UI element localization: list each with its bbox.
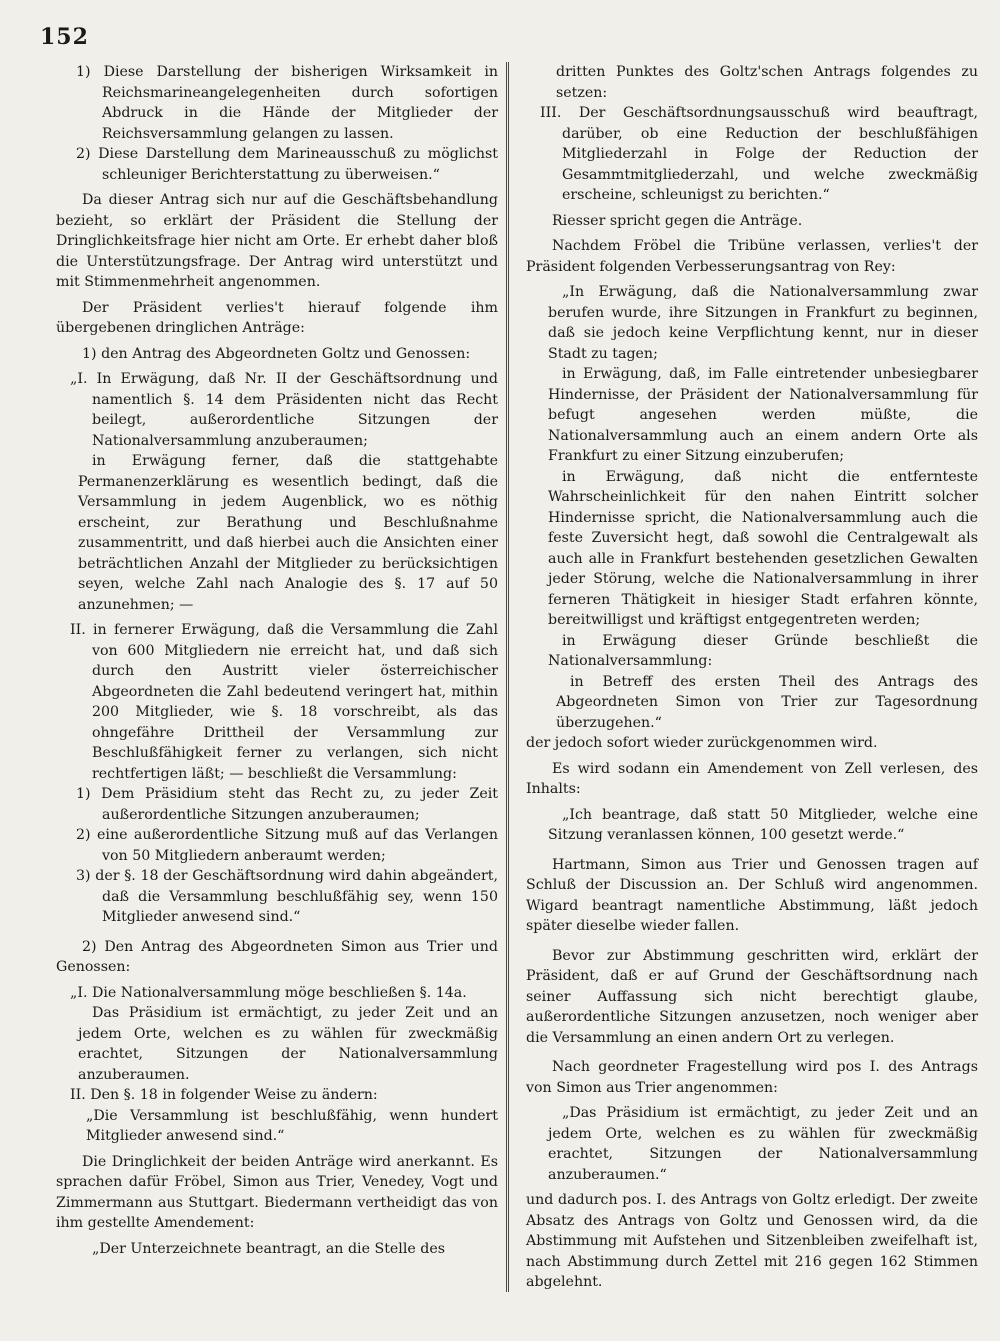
paragraph: „Der Unterzeichnete beantragt, an die Stelle des (92, 1240, 446, 1257)
paragraph: Da dieser Antrag sich nur auf die Geschäftsbehandlung bezieht, so erklärt der Präsident die Stellung der Dringlichkeitsfrage hier nicht am Orte. Er erhebt daher bloß die Unterstützungsfrage. Der Antrag wird unterstützt und mit Stimmenmehrheit angenommen. (56, 192, 498, 290)
paragraph: II. in fernerer Erwägung, daß die Versammlung die Zahl von 600 Mitgliedern nie erreicht hat, und daß sich durch den Austritt vieler österreichischer Abgeordneten die Zahl bedeutend veringert hat, mithin 200 Mitglieder, wie §. 18 vorschreibt, als das ohngefähre Drittheil der Versammlung zur Beschlußfähigkeit ferner zu verlangen, sich nicht rechtfertigen läßt; — beschließt die Versammlung: (70, 622, 498, 782)
paragraph: Der Präsident verlies't hierauf folgende ihm übergebenen dringlichen Anträge: (56, 299, 498, 336)
paragraph: II. Den §. 18 in folgender Weise zu ändern: (70, 1087, 378, 1103)
paragraph: 2) eine außerordentliche Sitzung muß auf das Verlangen von 50 Mitgliedern anberaumt werden; (76, 827, 498, 864)
paragraph: III. Der Geschäftsordnungsausschuß wird beauftragt, darüber, ob eine Reduction der beschlußfähigen Mitgliederzahl in Folge der Reduction der Gesammtmitgliederzahl, und welche zweckmäßig erscheine, schleunigst zu berichten.“ (540, 105, 978, 203)
paragraph: 1) Diese Darstellung der bisherigen Wirksamkeit in Reichsmarineangelegenheiten durch sofortigen Abdruck in die Hände der Mitglieder der Reichsversammlung gelangen zu lassen. (76, 64, 498, 142)
paragraph-gap (526, 846, 978, 855)
page-number: 152 (40, 24, 89, 50)
paragraph: 2) Diese Darstellung dem Marineausschuß zu möglichst schleuniger Berichterstattung zu überweisen.“ (76, 146, 498, 183)
paragraph: Hartmann, Simon aus Trier und Genossen tragen auf Schluß der Discussion an. Der Schluß wird angenommen. Wigard beantragt namentliche Abstimmung, läßt jedoch später dieselbe wieder fallen. (526, 856, 978, 934)
paragraph: Nach geordneter Fragestellung wird pos I. des Antrags von Simon aus Trier angenommen: (526, 1059, 978, 1096)
paragraph: „I. In Erwägung, daß Nr. II der Geschäftsordnung und namentlich §. 14 dem Präsidenten nicht das Recht beilegt, außerordentliche Sitzungen der Nationalversammlung anzuberaumen; (70, 371, 498, 449)
paragraph-gap (56, 928, 498, 937)
paragraph: und dadurch pos. I. des Antrags von Goltz erledigt. Der zweite Absatz des Antrags von Goltz und Genossen wird, da die Abstimmung mit Aufstehen und Sitzenbleiben zweifelhaft ist, nach Abstimmung durch Zettel mit 216 gegen 162 Stimmen abgelehnt. (526, 1192, 978, 1290)
paragraph: in Betreff des ersten Theil des Antrags des Abgeordneten Simon von Trier zur Tagesordnung überzugehen.“ (556, 673, 978, 731)
paragraph-gap (526, 937, 978, 946)
paragraph: 1) den Antrag des Abgeordneten Goltz und Genossen: (82, 345, 471, 362)
paragraph: Nachdem Fröbel die Tribüne verlassen, verlies't der Präsident folgenden Verbesserungsantrag von Rey: (526, 238, 978, 275)
right-column (526, 62, 978, 1293)
paragraph: „I. Die Nationalversammlung möge beschließen §. 14a. (70, 984, 467, 1001)
paragraph: „In Erwägung, daß die Nationalversammlung zwar berufen wurde, ihre Sitzungen in Frankfurt zu beginnen, daß sie jedoch keine Verpflichtung kennt, nur in dieser Stadt zu tagen; (548, 284, 978, 362)
paragraph-gap (526, 1048, 978, 1057)
paragraph: „Ich beantrage, daß statt 50 Mitglieder, welche eine Sitzung veranlassen können, 100 gesetzt werde.“ (548, 806, 978, 843)
paragraph: Die Dringlichkeit der beiden Anträge wird anerkannt. Es sprachen dafür Fröbel, Simon aus Trier, Venedey, Vogt und Zimmermann aus Stuttgart. Biedermann vertheidigt das von ihm gestellte Amendement: (56, 1153, 498, 1231)
left-column (56, 62, 498, 1293)
paragraph: in Erwägung, daß nicht die entfernteste Wahrscheinlichkeit für den nahen Eintritt solcher Hindernisse spricht, die Nationalversammlung auch die feste Zuversicht hegt, daß sowohl die Centralgewalt als auch alle in Frankfurt bestehenden gesetzlichen Gewalten jeder Störung, welche die Nationalversammlung in ihrer ferneren Thätigkeit in hiesiger Stadt erfahren könnte, bereitwilligst und kräftigst entgegentreten werden; (548, 468, 978, 628)
text-columns (56, 62, 978, 1293)
paragraph: Es wird sodann ein Amendement von Zell verlesen, des Inhalts: (526, 760, 978, 797)
paragraph: der jedoch sofort wieder zurückgenommen wird. (526, 735, 878, 751)
paragraph: dritten Punktes des Goltz'schen Antrags folgendes zu setzen: (556, 64, 978, 101)
paragraph: „Das Präsidium ist ermächtigt, zu jeder Zeit und an jedem Orte, welchen es zu wählen für zweckmäßig erachtet, Sitzungen der Nationalversammlung anzuberaumen.“ (548, 1105, 978, 1183)
paragraph: „Die Versammlung ist beschlußfähig, wenn hundert Mitglieder anwesend sind.“ (86, 1107, 498, 1144)
paragraph: in Erwägung, daß, im Falle eintretender unbesiegbarer Hindernisse, der Präsident der Nationalversammlung für befugt angesehen werden müßte, die Nationalversammlung auch an einem andern Orte als Frankfurt zu einer Sitzung einzuberufen; (548, 366, 978, 464)
paragraph: Riesser spricht gegen die Anträge. (552, 212, 803, 229)
paragraph: 1) Dem Präsidium steht das Recht zu, zu jeder Zeit außerordentliche Sitzungen anzuberaumen; (76, 786, 498, 823)
paragraph: 3) der §. 18 der Geschäftsordnung wird dahin abgeändert, daß die Versammlung beschlußfähig sey, wenn 150 Mitglieder anwesend sind.“ (76, 868, 498, 925)
paragraph: in Erwägung ferner, daß die stattgehabte Permanenzerklärung es wesentlich bedingt, daß die Versammlung in jedem Augenblick, wo es nöthig erscheint, zur Berathung und Beschlußnahme zusammentritt, und daß hierbei auch die Ansichten einer beträchtlichen Anzahl der Mitglieder zu berücksichtigen seyen, welche Zahl nach Analogie des §. 17 auf 50 anzunehmen; — (78, 453, 498, 613)
paragraph: Bevor zur Abstimmung geschritten wird, erklärt der Präsident, daß er auf Grund der Geschäftsordnung nach seiner Auffassung sich nicht berechtigt glaube, außerordentliche Sitzungen anzusetzen, noch weniger aber die Versammlung an einen andern Ort zu verlegen. (526, 947, 978, 1046)
paragraph: in Erwägung dieser Gründe beschließt die Nationalversammlung: (548, 632, 978, 669)
paragraph: 2) Den Antrag des Abgeordneten Simon aus Trier und Genossen: (56, 938, 498, 975)
paragraph: Das Präsidium ist ermächtigt, zu jeder Zeit und an jedem Orte, welchen es zu wählen für zweckmäßig erachtet, Sitzungen der Nationalversammlung anzuberaumen. (78, 1005, 498, 1083)
